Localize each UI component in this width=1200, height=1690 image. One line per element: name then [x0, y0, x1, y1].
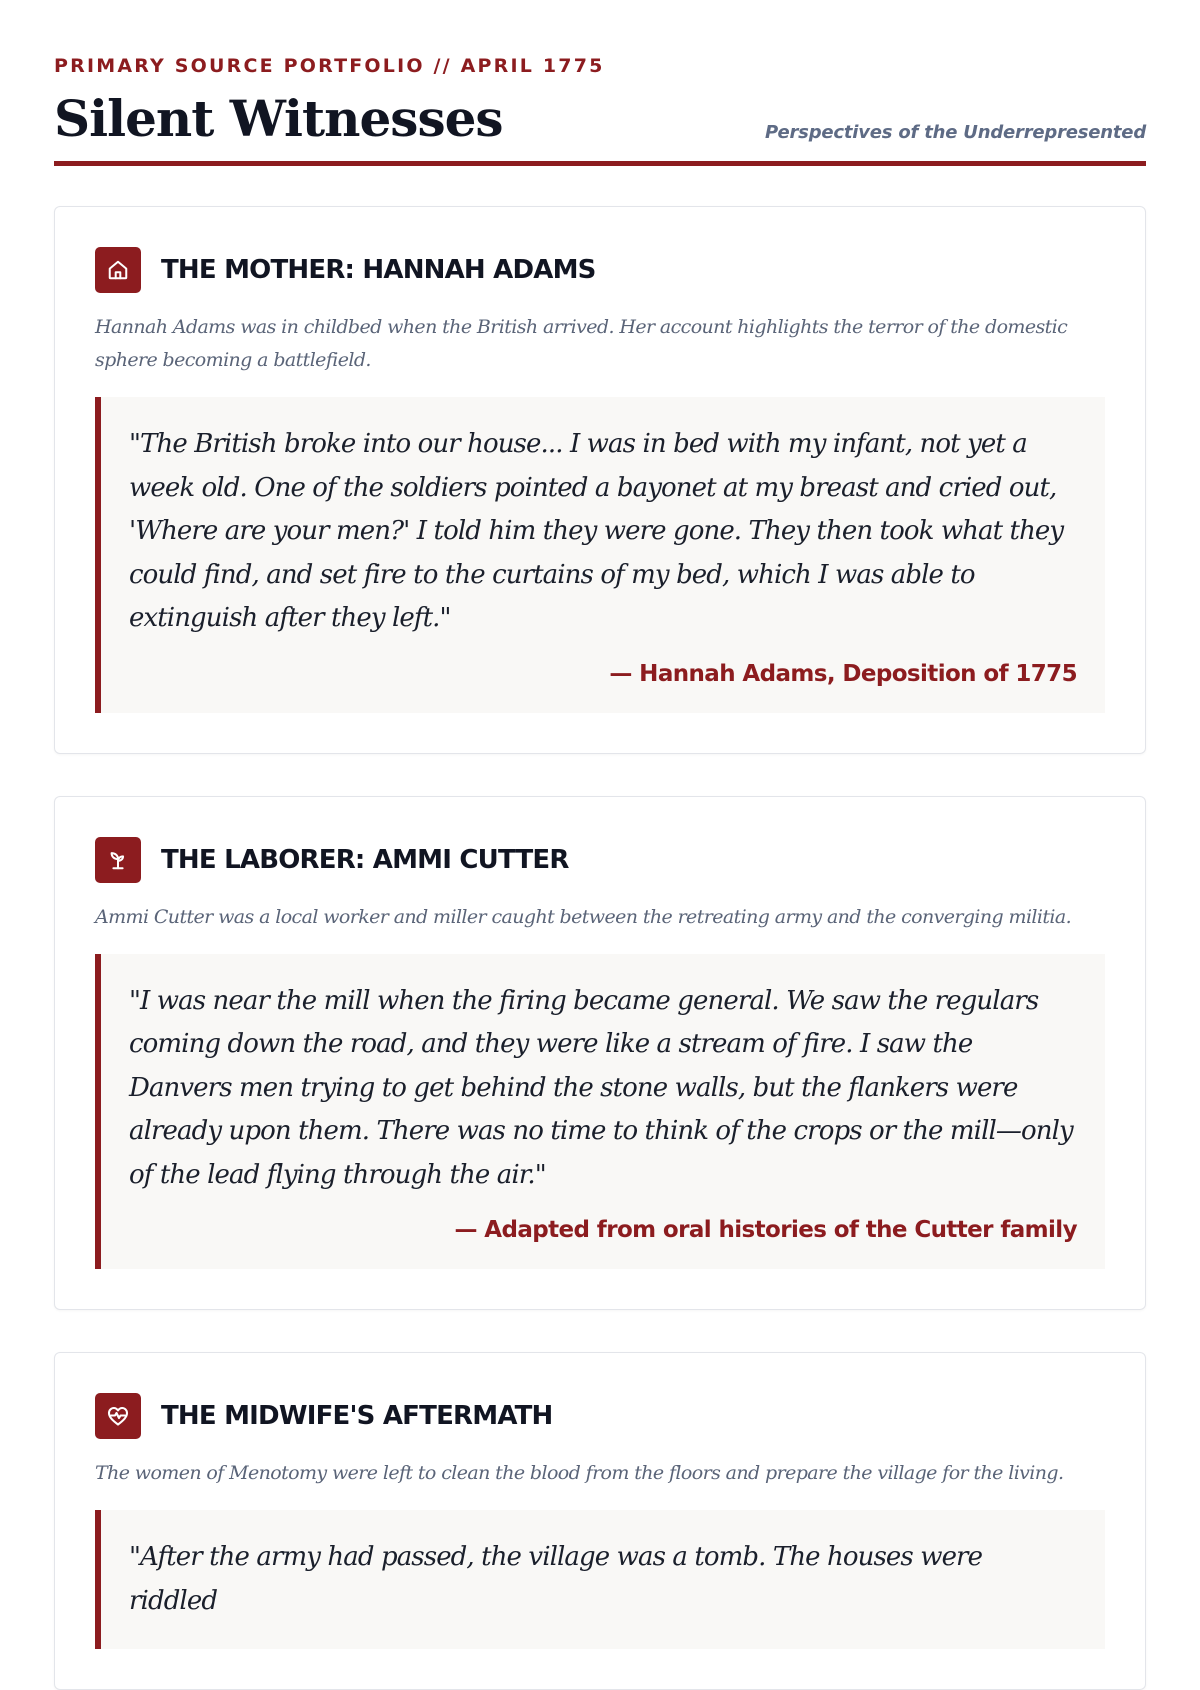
sprout-icon	[95, 837, 141, 883]
card-intro: The women of Menotomy were left to clean the blood from the floors and prepare the village for the living.	[95, 1462, 1064, 1484]
page-header	[54, 54, 1146, 166]
card-title: THE LABORER: AMMI CUTTER	[161, 844, 569, 875]
testimony-card-ammi-cutter	[54, 796, 1146, 1311]
page-subtitle: Perspectives of the Underrepresented	[764, 122, 1146, 143]
card-title: THE MIDWIFE'S AFTERMATH	[161, 1401, 553, 1431]
house-icon	[95, 247, 141, 293]
testimony-card-hannah-adams	[54, 206, 1146, 754]
card-header	[95, 837, 1105, 883]
card-title: THE MOTHER: HANNAH ADAMS	[161, 255, 596, 285]
card-header	[95, 1393, 1105, 1439]
quote-text: "After the army had passed, the village was a tomb. The houses were riddled	[129, 1542, 983, 1616]
page-eyebrow: PRIMARY SOURCE PORTFOLIO // APRIL 1775	[54, 55, 605, 77]
quote-block	[95, 954, 1105, 1270]
card-header	[95, 247, 1105, 293]
heart-pulse-icon	[95, 1393, 141, 1439]
quote-attribution: — Adapted from oral histories of the Cutter family	[454, 1217, 1077, 1243]
quote-text: "The British broke into our house... I was in bed with my infant, not yet a week old. One of the soldiers pointed a bayonet at my breast and cried out, 'Where are your men?' I told him they were gone. They then took what they could find, and set fire to the curtains of my bed, which I was able to extinguish after they left."	[129, 429, 1064, 633]
page-title: Silent Witnesses	[54, 89, 503, 148]
quote-block	[95, 1510, 1105, 1649]
card-intro: Ammi Cutter was a local worker and miller caught between the retreating army and the converging militia.	[95, 905, 1072, 928]
card-intro: Hannah Adams was in childbed when the British arrived. Her account highlights the terror of the domestic sphere becoming a battlefield.	[95, 316, 1068, 371]
testimony-card-midwife	[54, 1352, 1146, 1690]
quote-text: "I was near the mill when the firing became general. We saw the regulars coming down the road, and they were like a stream of fire. I saw the Danvers men trying to get behind the stone walls, but the flankers were already upon them. There was no time to think of the crops or the mill—only of the lead flying through the air."	[129, 985, 1073, 1190]
quote-block	[95, 397, 1105, 713]
quote-attribution: — Hannah Adams, Deposition of 1775	[609, 660, 1077, 687]
